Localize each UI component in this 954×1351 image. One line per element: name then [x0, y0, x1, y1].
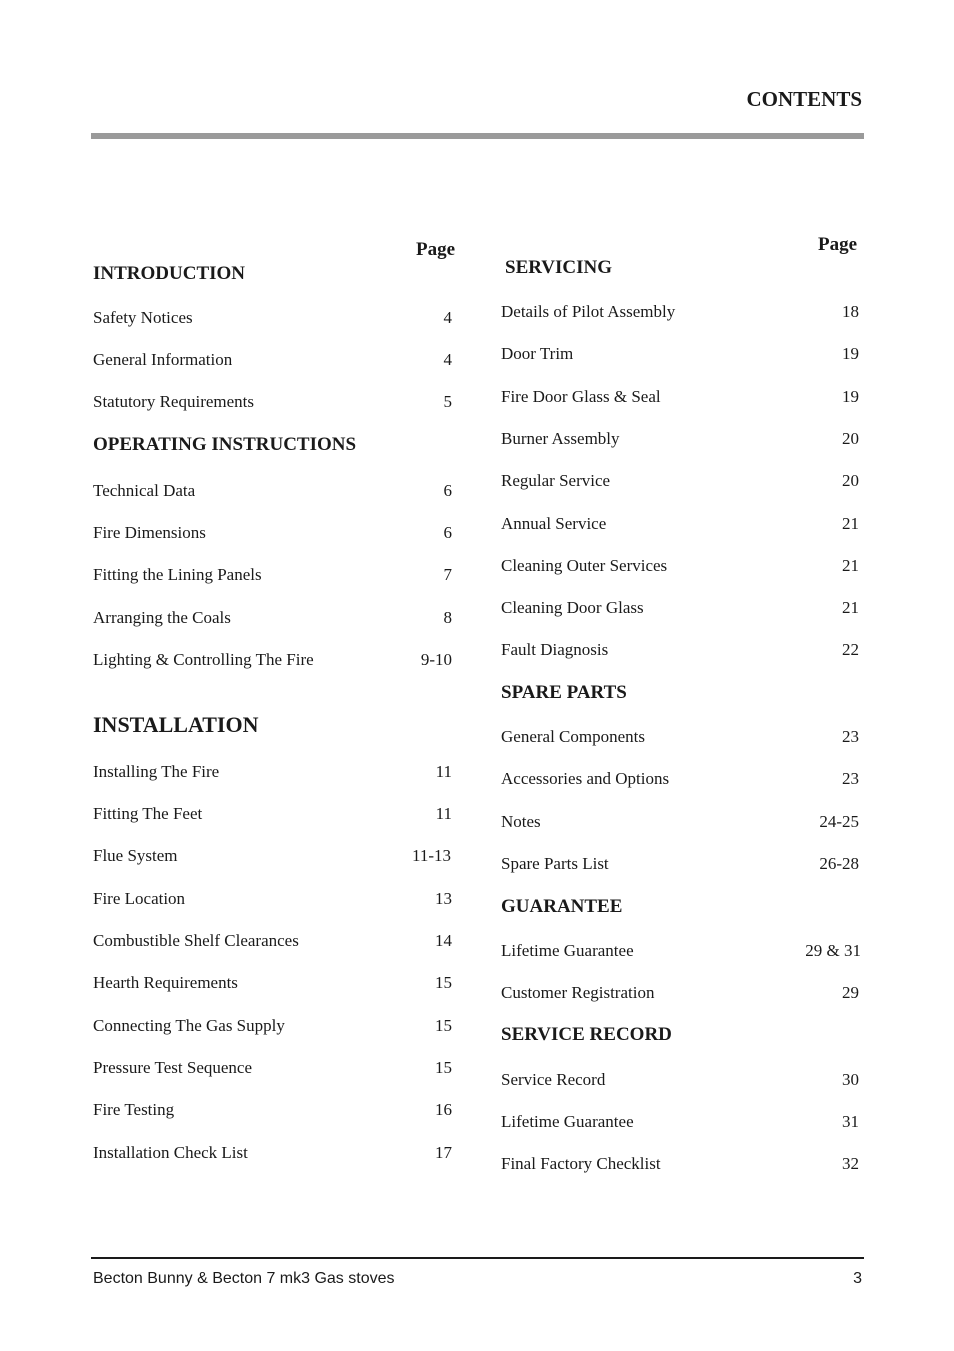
toc-entry[interactable]: Details of Pilot Assembly: [501, 302, 676, 321]
toc-page: 5: [443, 392, 452, 411]
toc-page: 9-10: [420, 650, 452, 669]
section-heading: SERVICING: [505, 257, 613, 278]
toc-page: 24-25: [819, 812, 859, 831]
toc-page: 23: [842, 727, 859, 746]
toc-entry[interactable]: Lifetime Guarantee: [501, 1112, 634, 1131]
page-column-label: Page: [416, 239, 456, 260]
toc-page: 16: [435, 1100, 452, 1119]
toc-entry[interactable]: Fire Door Glass & Seal: [501, 387, 661, 406]
toc-entry[interactable]: Customer Registration: [501, 983, 655, 1002]
footer-text: Becton Bunny & Becton 7 mk3 Gas stoves: [93, 1270, 395, 1287]
toc-entry[interactable]: Cleaning Outer Services: [501, 556, 668, 575]
toc-page: 6: [443, 481, 452, 500]
toc-entry[interactable]: Fire Testing: [93, 1100, 175, 1119]
toc-entry[interactable]: Pressure Test Sequence: [93, 1058, 253, 1077]
toc-page: 20: [842, 471, 859, 490]
toc-entry[interactable]: General Information: [93, 350, 233, 369]
toc-entry[interactable]: Fitting The Feet: [93, 804, 203, 823]
toc-page: 21: [842, 514, 859, 533]
toc-entry[interactable]: General Components: [501, 727, 645, 746]
toc-entry[interactable]: Accessories and Options: [501, 769, 670, 788]
page-title: CONTENTS: [746, 87, 862, 111]
toc-page: 4: [443, 308, 452, 327]
toc-page: 29: [842, 983, 859, 1002]
toc-entry[interactable]: Regular Service: [501, 471, 611, 490]
toc-entry[interactable]: Service Record: [501, 1070, 606, 1089]
section-heading: SPARE PARTS: [501, 682, 627, 703]
toc-entry[interactable]: Fire Location: [93, 889, 186, 908]
toc-entry[interactable]: Lighting & Controlling The Fire: [93, 650, 314, 669]
toc-entry[interactable]: Burner Assembly: [501, 429, 620, 448]
toc-page: 7: [443, 565, 452, 584]
toc-page: 15: [435, 1016, 452, 1035]
header-rule: [91, 133, 864, 139]
section-heading: OPERATING INSTRUCTIONS: [93, 434, 357, 455]
toc-page: 11: [435, 762, 452, 781]
toc-page: 19: [842, 387, 859, 406]
toc-page: 23: [842, 769, 859, 788]
toc-page: 14: [435, 931, 452, 950]
toc-entry[interactable]: Technical Data: [93, 481, 196, 500]
toc-page: 15: [435, 1058, 452, 1077]
toc-entry[interactable]: Combustible Shelf Clearances: [93, 931, 299, 950]
toc-page: 4: [443, 350, 452, 369]
toc-page: 21: [842, 556, 859, 575]
toc-entry[interactable]: Fault Diagnosis: [501, 640, 609, 659]
toc-entry[interactable]: Arranging the Coals: [93, 608, 231, 627]
toc-page: 29 & 31: [805, 941, 861, 960]
toc-entry[interactable]: Installation Check List: [93, 1143, 248, 1162]
toc-page: 22: [842, 640, 859, 659]
toc-page: 30: [842, 1070, 859, 1089]
toc-entry[interactable]: Installing The Fire: [93, 762, 220, 781]
toc-page: 13: [435, 889, 452, 908]
toc-entry[interactable]: Final Factory Checklist: [501, 1154, 661, 1173]
toc-entry[interactable]: Connecting The Gas Supply: [93, 1016, 285, 1035]
toc-page: 21: [842, 598, 859, 617]
toc-entry[interactable]: Cleaning Door Glass: [501, 598, 644, 617]
footer-rule: [91, 1257, 864, 1259]
toc-page: 31: [842, 1112, 859, 1131]
toc-entry[interactable]: Flue System: [93, 846, 178, 865]
toc-page: 8: [443, 608, 452, 627]
toc-entry[interactable]: Spare Parts List: [501, 854, 609, 873]
section-heading: INSTALLATION: [93, 712, 259, 737]
toc-page: 11-13: [411, 846, 451, 865]
footer-page-number: 3: [853, 1270, 862, 1287]
toc-page: 26-28: [819, 854, 859, 873]
toc-entry[interactable]: Hearth Requirements: [93, 973, 238, 992]
toc-entry[interactable]: Lifetime Guarantee: [501, 941, 634, 960]
section-heading: SERVICE RECORD: [501, 1024, 672, 1045]
page-column-label: Page: [818, 234, 858, 255]
section-heading: GUARANTEE: [501, 896, 623, 917]
section-heading: INTRODUCTION: [93, 263, 246, 284]
toc-page: 20: [842, 429, 859, 448]
toc-entry[interactable]: Safety Notices: [93, 308, 193, 327]
toc-entry[interactable]: Fitting the Lining Panels: [93, 565, 262, 584]
toc-entry[interactable]: Statutory Requirements: [93, 392, 255, 411]
toc-page: 32: [842, 1154, 859, 1173]
toc-entry[interactable]: Annual Service: [501, 514, 607, 533]
toc-page: 6: [443, 523, 452, 542]
toc-entry[interactable]: Fire Dimensions: [93, 523, 206, 542]
toc-entry[interactable]: Notes: [501, 812, 541, 831]
toc-page: 18: [842, 302, 859, 321]
toc-page: 17: [435, 1143, 452, 1162]
toc-entry[interactable]: Door Trim: [501, 344, 574, 363]
toc-page: 11: [435, 804, 452, 823]
toc-page: 19: [842, 344, 859, 363]
toc-page: 15: [435, 973, 452, 992]
